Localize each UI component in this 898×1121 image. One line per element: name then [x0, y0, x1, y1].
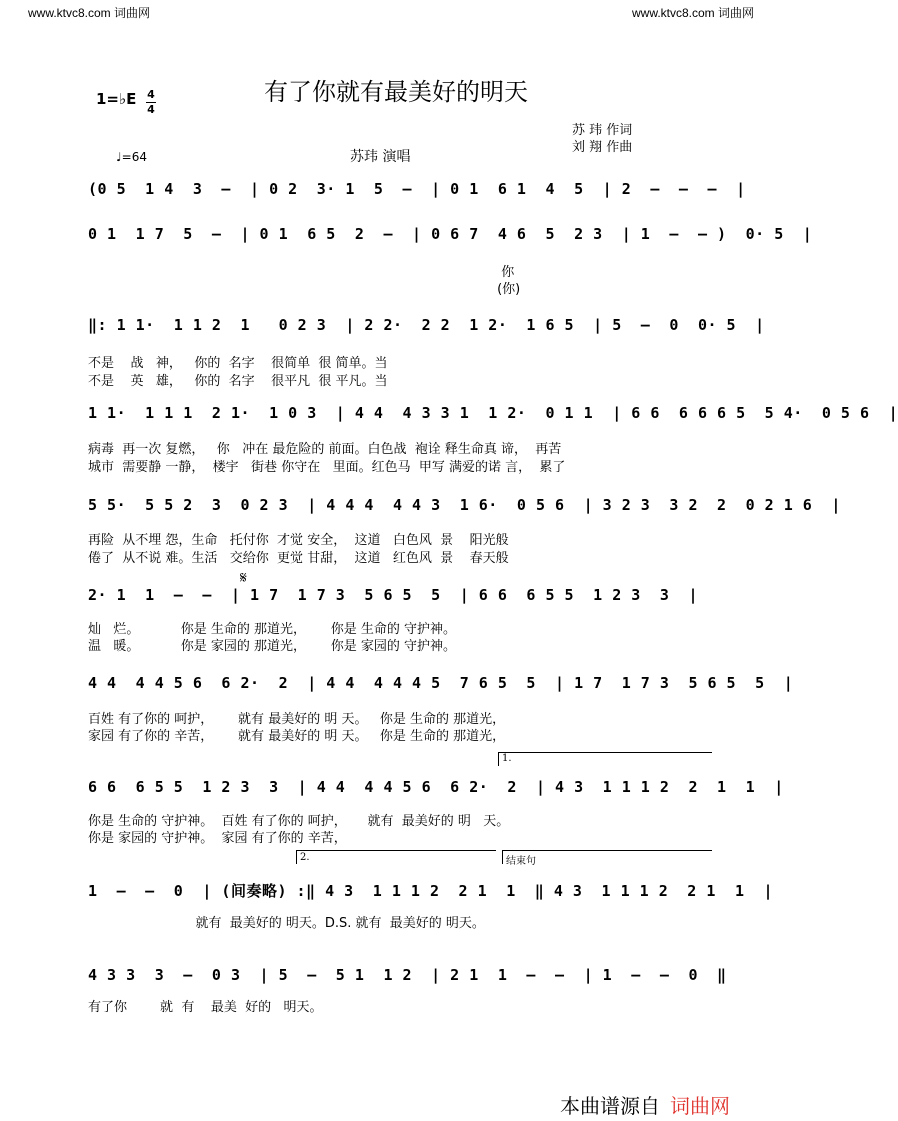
- notation-line: 1 – – 0 | (间奏略) :‖ 4 3 1 1 1 2 2 1 1 ‖ 4 3 1 1 1 2 2 1 1 |: [88, 882, 774, 900]
- lyric-line-2: 不是 英 雄， 你的 名字 很平凡 很 平凡。当: [88, 374, 388, 389]
- credits: [572, 122, 632, 156]
- singer-credit: 苏玮 演唱: [350, 149, 411, 165]
- time-signature: [146, 89, 156, 116]
- tempo-mark: ♩=64: [116, 150, 147, 164]
- volta-2-tick: [296, 850, 297, 864]
- ending-tick: [502, 850, 503, 864]
- lyric-line-1: 不是 战 神， 你的 名字 很简单 很 简单。当: [88, 356, 388, 371]
- lyric-line-1: 再险 从不埋 怨，生命 托付你 才觉 安全， 这道 白色风 景 阳光般: [88, 533, 509, 548]
- song-title: 有了你就有最美好的明天: [264, 78, 528, 106]
- watermark-left: www.ktvc8.com 词曲网: [28, 6, 151, 20]
- ending-label: 结束句: [506, 856, 536, 867]
- lyric-line-2: 你是 家园的 守护神。 家园 有了你的 辛苦，: [88, 831, 347, 846]
- volta-1-label: 1.: [502, 753, 512, 764]
- ending-bracket: [502, 850, 712, 851]
- lyric-line-1: 灿 烂。 你是 生命的 那道光， 你是 生命的 守护神。: [88, 622, 457, 637]
- notation-line: ‖: 1 1· 1 1 2 1 0 2 3 | 2 2· 2 2 1 2· 1 6 5 | 5 – 0 0· 5 |: [88, 316, 765, 334]
- key-signature: 1=♭E: [96, 90, 137, 108]
- lyric-line-2: 温 暖。 你是 家园的 那道光， 你是 家园的 守护神。: [88, 639, 457, 654]
- lyric-line-1: 就有 最美好的 明天。D.S. 就有 最美好的 明天。: [88, 916, 485, 931]
- watermark-right: www.ktvc8.com 词曲网: [632, 6, 755, 20]
- lyric-line-2: (你): [88, 282, 521, 297]
- lyric-line-2: 家园 有了你的 辛苦， 就有 最美好的 明 天。 你是 生命的 那道光，: [88, 729, 506, 744]
- lyric-line-1: 病毒 再一次 复燃， 你 冲在 最危险的 前面。白色战 袍诠 释生命真 谛， 再苦: [88, 442, 562, 457]
- notation-line: 4 4 4 4 5 6 6 2· 2 | 4 4 4 4 4 5 7 6 5 5 | 1 7 1 7 3 5 6 5 5 |: [88, 674, 794, 692]
- composer-credit: 刘 翔 作曲: [572, 140, 633, 155]
- notation-line: 2· 1 1 – – | 1 7 1 7 3 5 6 5 5 | 6 6 6 5 5 1 2 3 3 |: [88, 586, 698, 604]
- volta-1-bracket: [498, 752, 712, 753]
- source-prefix: 本曲谱源自: [560, 1094, 660, 1118]
- lyricist-credit: 苏 玮 作词: [572, 123, 633, 138]
- lyric-line-1: 有了你 就 有 最美 好的 明天。: [88, 1000, 323, 1015]
- lyric-line-1: 你: [88, 265, 515, 280]
- notation-line: (0 5 1 4 3 – | 0 2 3· 1 5 – | 0 1 6 1 4 5 | 2 – – – |: [88, 180, 746, 198]
- notation-line: 0 1 1 7 5 – | 0 1 6 5 2 – | 0 6 7 4 6 5 2 3 | 1 – – ) 0· 5 |: [88, 225, 813, 243]
- notation-line: 5 5· 5 5 2 3 0 2 3 | 4 4 4 4 4 3 1 6· 0 5 6 | 3 2 3 3 2 2 0 2 1 6 |: [88, 496, 841, 514]
- time-sig-top: 4: [147, 88, 155, 101]
- source-site[interactable]: 词曲网: [670, 1094, 730, 1118]
- lyric-line-2: 城市 需要静 一静， 楼宇 街巷 你守在 里面。红色马 甲写 满爱的诺 言， 累了: [88, 460, 566, 475]
- notation-line: 4 3 3 3 – 0 3 | 5 – 5 1 1 2 | 2 1 1 – – | 1 – – 0 ‖: [88, 966, 727, 984]
- lyric-line-2: 倦了 从不说 难。生活 交给你 更觉 甘甜， 这道 红色风 景 春天般: [88, 551, 509, 566]
- lyric-line-1: 你是 生命的 守护神。 百姓 有了你的 呵护， 就有 最美好的 明 天。: [88, 814, 510, 829]
- notation-line: 6 6 6 5 5 1 2 3 3 | 4 4 4 4 5 6 6 2· 2 | 4 3 1 1 1 2 2 1 1 |: [88, 778, 784, 796]
- time-sig-bottom: 4: [147, 103, 155, 116]
- volta-2-label: 2.: [300, 852, 310, 863]
- volta-2-bracket: [296, 850, 496, 851]
- volta-1-tick: [498, 752, 499, 766]
- segno-sign: 𝄋: [240, 568, 247, 587]
- notation-line: 1 1· 1 1 1 2 1· 1 0 3 | 4 4 4 3 3 1 1 2· 0 1 1 | 6 6 6 6 6 5 5 4· 0 5 6 |: [88, 404, 898, 422]
- lyric-line-1: 百姓 有了你的 呵护， 就有 最美好的 明 天。 你是 生命的 那道光，: [88, 712, 506, 727]
- source-credit: [560, 1090, 730, 1119]
